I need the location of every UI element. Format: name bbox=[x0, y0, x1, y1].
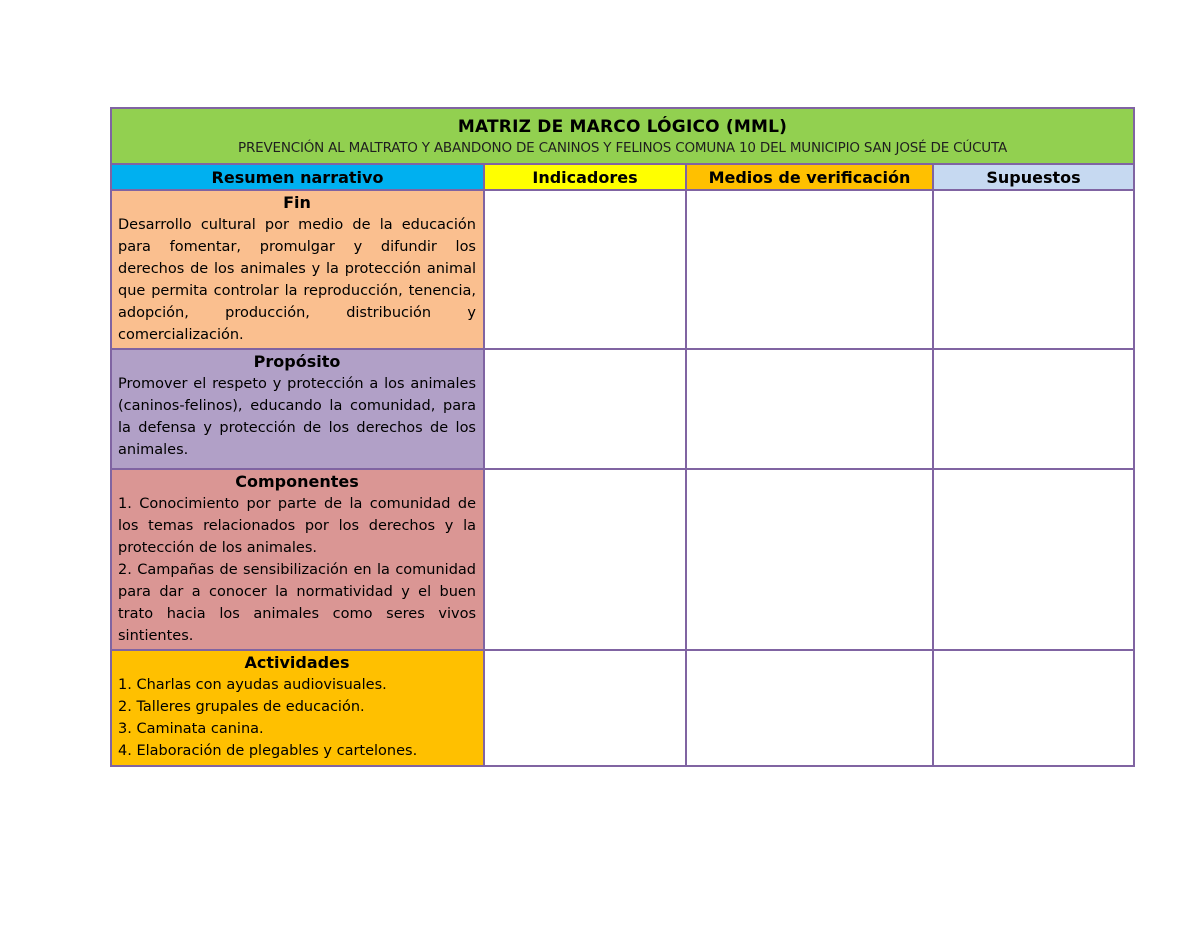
logical-framework-matrix bbox=[110, 107, 1135, 767]
actividades-item: 4. Elaboración de plegables y cartelones. bbox=[118, 743, 418, 759]
actividades-item: 2. Talleres grupales de educación. bbox=[118, 699, 365, 715]
matrix-subtitle: PREVENCIÓN AL MALTRATO Y ABANDONO DE CANINOS Y FELINOS COMUNA 10 DEL MUNICIPIO SAN JOSÉ DE CÚCUTA bbox=[238, 140, 1008, 156]
fin-title: Fin bbox=[283, 193, 311, 212]
proposito-indicadores-cell bbox=[484, 349, 686, 469]
actividades-item: 3. Caminata canina. bbox=[118, 721, 264, 737]
actividades-indicadores-cell bbox=[484, 650, 686, 766]
matrix-title: MATRIZ DE MARCO LÓGICO (MML) bbox=[457, 117, 788, 137]
header-supuestos: Supuestos bbox=[933, 164, 1134, 190]
proposito-medios-cell bbox=[686, 349, 933, 469]
actividades-title: Actividades bbox=[244, 653, 350, 672]
actividades-cell bbox=[111, 650, 484, 766]
fin-cell bbox=[111, 190, 484, 349]
proposito-title: Propósito bbox=[253, 352, 341, 371]
proposito-text: Promover el respeto y protección a los animales (caninos-felinos), educando la comunidad, para la defensa y protección de los derechos de los animales. bbox=[118, 376, 476, 458]
fin-text: Desarrollo cultural por medio de la educación para fomentar, promulgar y difundir los derechos de los animales y la protección animal que permita controlar la reproducción, tenencia, adopción, producción, distribución y comercialización. bbox=[118, 217, 476, 343]
header-resumen-narrativo: Resumen narrativo bbox=[111, 164, 484, 190]
fin-supuestos-cell bbox=[933, 190, 1134, 349]
proposito-supuestos-cell bbox=[933, 349, 1134, 469]
componentes-title: Componentes bbox=[235, 472, 359, 491]
table-row-componentes bbox=[111, 469, 1134, 650]
componentes-item: 2. Campañas de sensibilización en la comunidad para dar a conocer la normatividad y el buen trato hacia los animales como seres vivos sintientes. bbox=[118, 562, 476, 644]
componentes-indicadores-cell bbox=[484, 469, 686, 650]
title-row bbox=[111, 108, 1134, 164]
table-row-fin bbox=[111, 190, 1134, 349]
proposito-cell bbox=[111, 349, 484, 469]
actividades-medios-cell bbox=[686, 650, 933, 766]
table-row-proposito bbox=[111, 349, 1134, 469]
header-medios-de-verificacion: Medios de verificación bbox=[686, 164, 933, 190]
title-cell bbox=[111, 108, 1134, 164]
componentes-supuestos-cell bbox=[933, 469, 1134, 650]
fin-indicadores-cell bbox=[484, 190, 686, 349]
fin-medios-cell bbox=[686, 190, 933, 349]
componentes-cell bbox=[111, 469, 484, 650]
table-row-actividades bbox=[111, 650, 1134, 766]
header-indicadores: Indicadores bbox=[484, 164, 686, 190]
column-header-row bbox=[111, 164, 1134, 190]
actividades-supuestos-cell bbox=[933, 650, 1134, 766]
componentes-item: 1. Conocimiento por parte de la comunidad de los temas relacionados por los derechos y la protección de los animales. bbox=[118, 496, 476, 556]
componentes-medios-cell bbox=[686, 469, 933, 650]
actividades-item: 1. Charlas con ayudas audiovisuales. bbox=[118, 677, 387, 693]
